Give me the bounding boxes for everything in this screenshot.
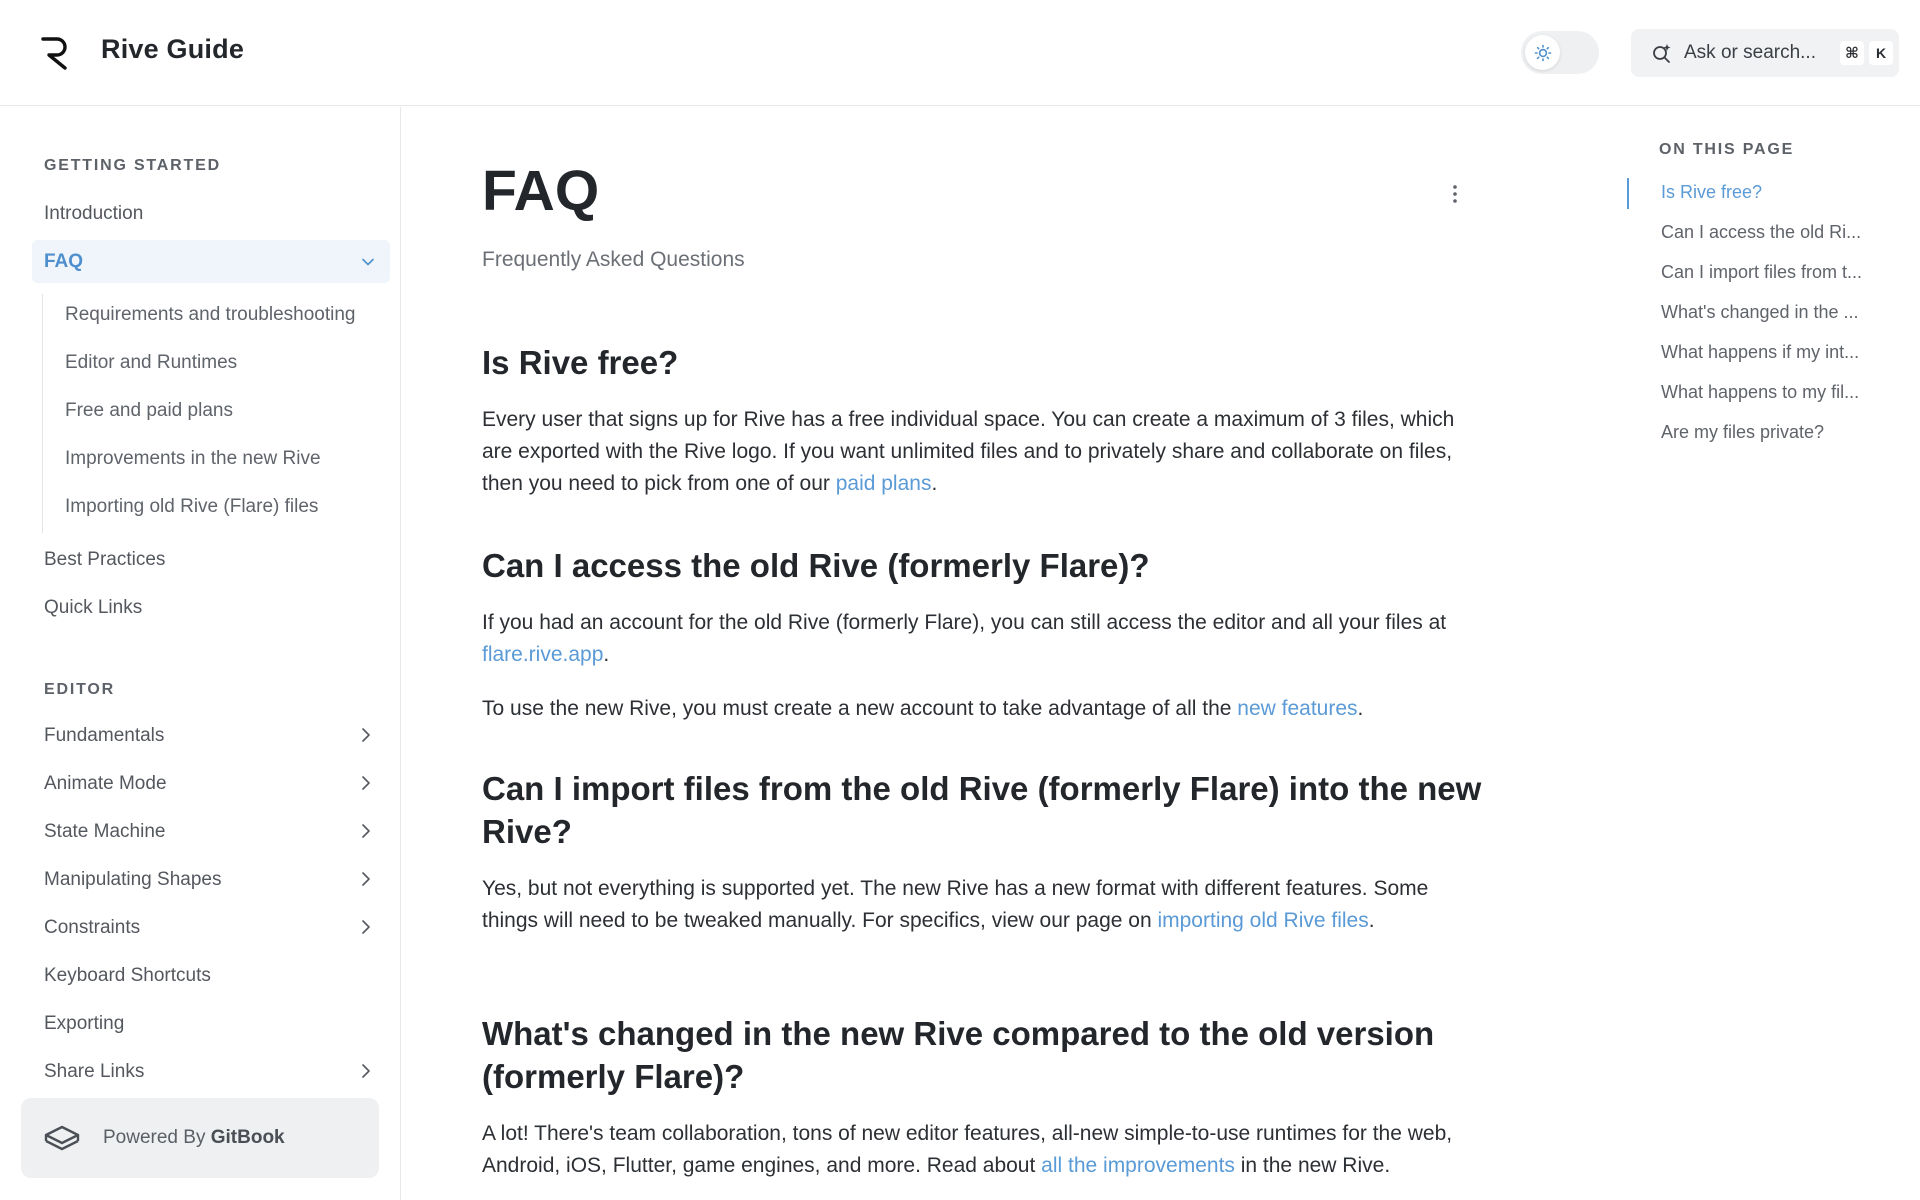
rive-logo-icon[interactable] (40, 36, 72, 70)
sidebar-item-introduction[interactable]: Introduction (44, 203, 144, 224)
toc-item-import-files[interactable]: Can I import files from t... (1661, 262, 1863, 282)
heading-whats-changed[interactable]: What's changed in the new Rive compared to the old version (formerly Flare)? (482, 1015, 1435, 1095)
chevron-down-icon[interactable] (360, 254, 376, 270)
sun-icon (1534, 44, 1552, 62)
powered-by-text (103, 1127, 285, 1149)
sidebar-item-constraints[interactable]: Constraints (44, 917, 141, 938)
search-placeholder: Ask or search... (1684, 42, 1816, 63)
theme-knob (1525, 35, 1560, 70)
paragraph-text: To use the new Rive, you must create a new account to take advantage of all the (482, 697, 1238, 720)
paragraph-text: A lot! There's team collaboration, tons of new editor features, all-new simple-to-use runtimes for the web, Android, iOS, Flutter, game engines, and more. Read about (482, 1122, 1453, 1177)
faq-children-guide-line (42, 294, 43, 533)
heading-import-old-files[interactable]: Can I import files from the old Rive (formerly Flare) into the new Rive? (482, 770, 1482, 850)
paragraph-access-old-rive (482, 607, 1482, 671)
paragraph-new-account (482, 693, 1482, 725)
sidebar-item-animate-mode[interactable]: Animate Mode (44, 773, 167, 794)
sidebar (0, 107, 401, 1200)
site-title[interactable]: Rive Guide (101, 34, 245, 64)
chevron-right-icon[interactable] (359, 823, 373, 839)
paragraph-text: Yes, but not everything is supported yet. The new Rive has a new format with different features. Some things will need to be tweaked manually. For specifics, view our page on (482, 877, 1429, 932)
sidebar-item-faq-label: FAQ (44, 251, 84, 272)
link-paid-plans[interactable]: paid plans (835, 472, 932, 495)
theme-toggle[interactable] (1521, 31, 1599, 74)
toc-item-what-happens-files[interactable]: What happens to my fil... (1661, 382, 1860, 402)
sidebar-item-state-machine[interactable]: State Machine (44, 821, 166, 842)
paragraph-text: Every user that signs up for Rive has a free individual space. You can create a maximum of 3 files, which are exported with the Rive logo. If you want unlimited files and to privately share and collaborate on files, then you need to pick from one of our (482, 408, 1455, 495)
link-new-features[interactable]: new features (1237, 697, 1358, 720)
sidebar-item-faq[interactable] (32, 240, 390, 283)
chevron-right-icon[interactable] (359, 1063, 373, 1079)
sidebar-item-fundamentals[interactable]: Fundamentals (44, 725, 165, 746)
more-options-icon[interactable] (1451, 182, 1459, 206)
powered-by-brand: GitBook (210, 1127, 285, 1148)
paragraph-text: If you had an account for the old Rive (formerly Flare), you can still access the editor and all your files at (482, 611, 1447, 634)
paragraph-text: . (1368, 909, 1375, 932)
toc-item-is-rive-free[interactable]: Is Rive free? (1661, 182, 1763, 202)
toc-title: ON THIS PAGE (1659, 141, 1795, 158)
shortcut-cmd-key: ⌘ (1840, 41, 1864, 65)
link-flare-rive-app[interactable]: flare.rive.app (482, 643, 604, 666)
sidebar-subitem-free-paid-plans[interactable]: Free and paid plans (65, 400, 233, 421)
chevron-right-icon[interactable] (359, 919, 373, 935)
shortcut-k-key: K (1869, 41, 1893, 65)
paragraph-is-rive-free (482, 404, 1482, 500)
chevron-right-icon[interactable] (359, 727, 373, 743)
sidebar-item-manipulating-shapes[interactable]: Manipulating Shapes (44, 869, 222, 890)
toc-item-what-happens-int[interactable]: What happens if my int... (1661, 342, 1860, 362)
sidebar-subitem-importing-old[interactable]: Importing old Rive (Flare) files (65, 496, 319, 517)
paragraph-text: . (1357, 697, 1364, 720)
paragraph-text: . (931, 472, 938, 495)
heading-access-old-rive[interactable]: Can I access the old Rive (formerly Flare)? (482, 547, 1150, 584)
section-title-editor: EDITOR (44, 681, 115, 698)
sidebar-item-exporting[interactable]: Exporting (44, 1013, 125, 1034)
sidebar-item-quick-links[interactable]: Quick Links (44, 597, 143, 618)
toc-item-whats-changed[interactable]: What's changed in the ... (1661, 302, 1859, 322)
ai-search-icon (1651, 42, 1673, 64)
powered-by-gitbook-button[interactable] (21, 1098, 379, 1178)
chevron-right-icon[interactable] (359, 871, 373, 887)
search-button[interactable] (1631, 29, 1899, 77)
link-importing-old-rive-files[interactable]: importing old Rive files (1157, 909, 1369, 932)
heading-is-rive-free[interactable]: Is Rive free? (482, 344, 679, 381)
paragraph-whats-changed (482, 1118, 1482, 1182)
sidebar-subitem-requirements[interactable]: Requirements and troubleshooting (65, 304, 356, 325)
gitbook-icon (43, 1121, 81, 1155)
sidebar-item-best-practices[interactable]: Best Practices (44, 549, 166, 570)
top-header (0, 0, 1920, 106)
sidebar-subitem-editor-runtimes[interactable]: Editor and Runtimes (65, 352, 238, 373)
section-title-getting-started: GETTING STARTED (44, 157, 221, 174)
sidebar-subitem-improvements[interactable]: Improvements in the new Rive (65, 448, 321, 469)
powered-by-prefix: Powered By (103, 1127, 206, 1148)
sidebar-item-share-links[interactable]: Share Links (44, 1061, 145, 1082)
paragraph-text: in the new Rive. (1234, 1154, 1391, 1177)
link-all-the-improvements[interactable]: all the improvements (1041, 1154, 1235, 1177)
chevron-right-icon[interactable] (359, 775, 373, 791)
toc-item-files-private[interactable]: Are my files private? (1661, 422, 1825, 442)
sidebar-item-keyboard-shortcuts[interactable]: Keyboard Shortcuts (44, 965, 211, 986)
page-title: FAQ (482, 159, 600, 223)
toc-item-access-old-rive[interactable]: Can I access the old Ri... (1661, 222, 1862, 242)
paragraph-text: . (603, 643, 610, 666)
toc-active-indicator (1627, 178, 1629, 209)
page-description: Frequently Asked Questions (482, 248, 745, 271)
paragraph-import-old-files (482, 873, 1482, 937)
